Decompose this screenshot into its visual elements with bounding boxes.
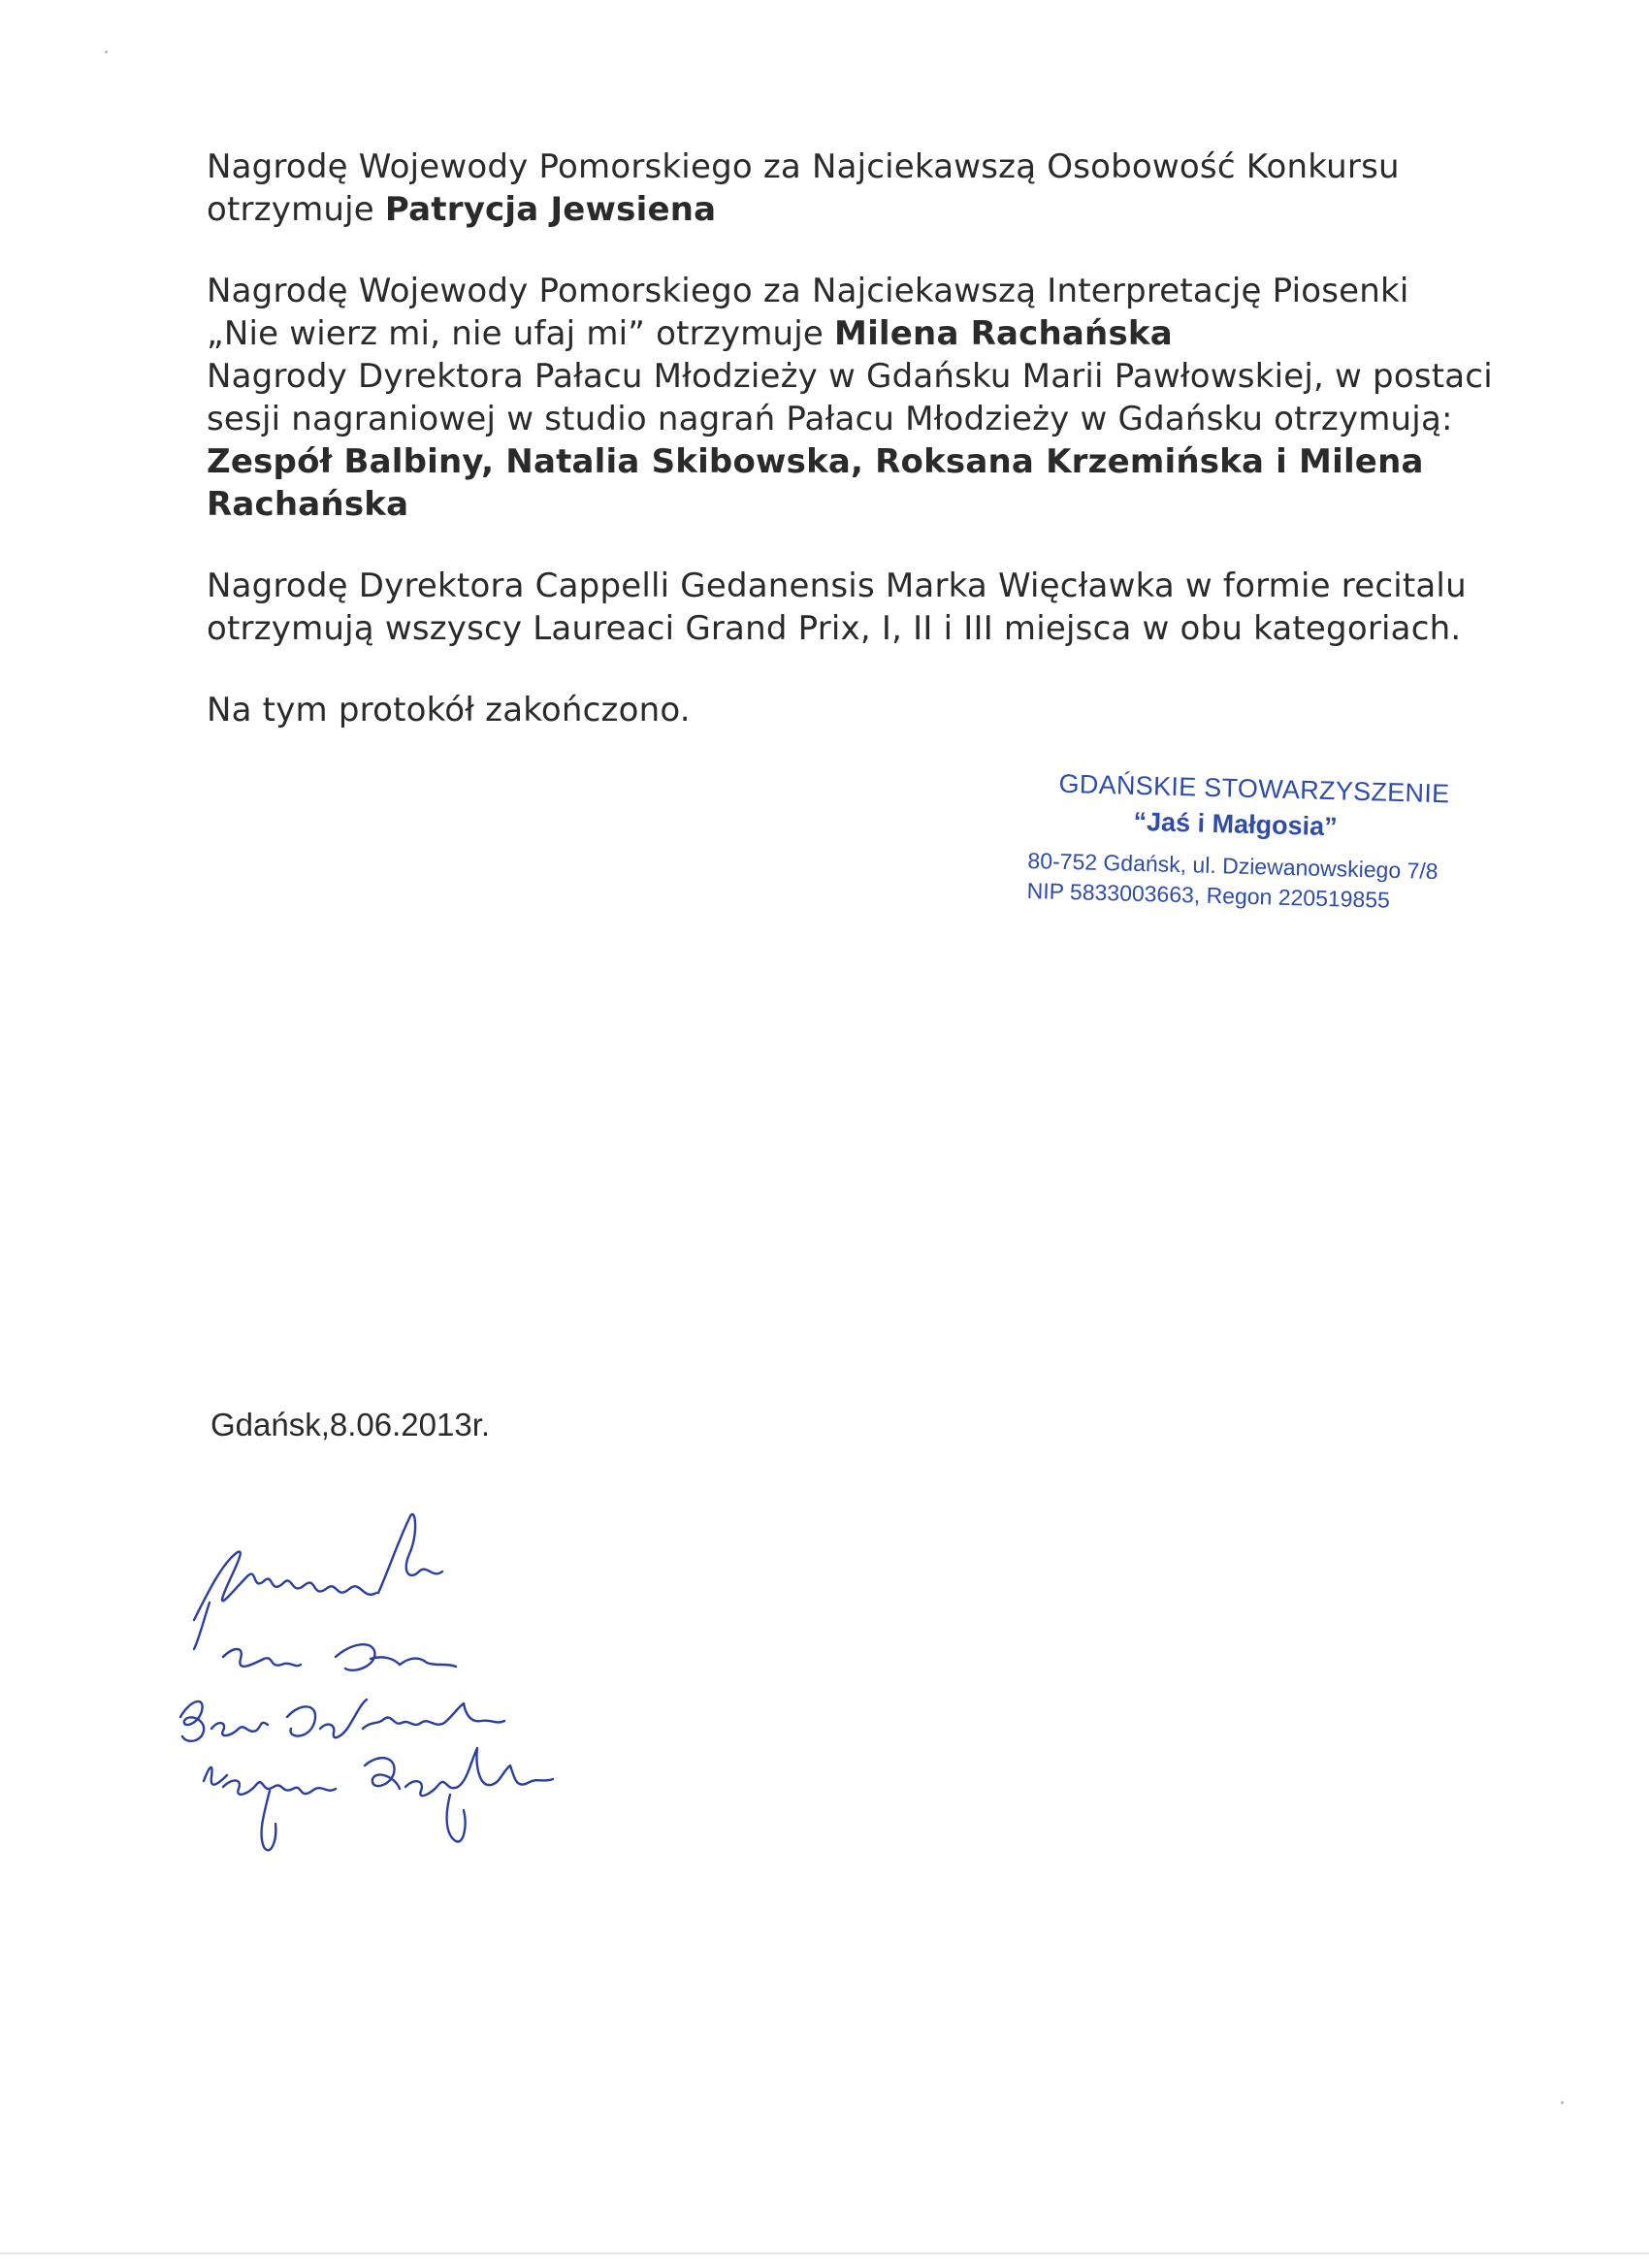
text-line: Nagrody Dyrektora Pałacu Młodzieży w Gdańsku Marii Pawłowskiej, w postaci bbox=[207, 357, 1493, 396]
organization-stamp bbox=[1026, 768, 1457, 915]
winner-name: Milena Rachańska bbox=[834, 314, 1173, 353]
text-line: sesji nagraniowej w studio nagrań Pałacu Młodzieży w Gdańsku otrzymują: bbox=[207, 400, 1453, 438]
text-line: Na tym protokół zakończono. bbox=[207, 691, 691, 729]
text-line: otrzymują wszyscy Laureaci Grand Prix, I, II i III miejsca w obu kategoriach. bbox=[207, 609, 1462, 648]
stamp-address: 80-752 Gdańsk, ul. Dziewanowskiego 7/8 bbox=[1027, 847, 1439, 885]
paragraph-personality-award bbox=[207, 146, 1516, 231]
signature-stroke bbox=[336, 1644, 456, 1670]
paragraph-recital-award bbox=[207, 565, 1516, 650]
handwritten-signatures bbox=[155, 1474, 660, 1863]
winner-names: Rachańska bbox=[207, 485, 409, 524]
stamp-ids: NIP 5833003663, Regon 220519855 bbox=[1026, 877, 1391, 913]
text-line: Nagrodę Wojewody Pomorskiego za Najciekawszą Interpretację Piosenki bbox=[207, 272, 1409, 310]
stamp-org-subname: “Jaś i Małgosia” bbox=[1133, 806, 1339, 842]
text-line: „Nie wierz mi, nie ufaj mi” otrzymuje bbox=[207, 314, 835, 353]
signature-stroke bbox=[262, 1791, 276, 1850]
scan-speck bbox=[1561, 2101, 1564, 2104]
signature-stroke bbox=[223, 1649, 301, 1667]
signature-stroke bbox=[194, 1552, 376, 1620]
signature-stroke bbox=[365, 1748, 553, 1796]
protocol-body bbox=[207, 146, 1516, 731]
signature-stroke bbox=[180, 1701, 204, 1741]
text-line: Nagrodę Wojewody Pomorskiego za Najciekawszą Osobowość Konkursu bbox=[207, 147, 1400, 186]
signature-stroke bbox=[211, 1723, 268, 1735]
paragraph-closing bbox=[207, 689, 1516, 731]
winner-names: Zespół Balbiny, Natalia Skibowska, Roksana Krzemińska i Milena bbox=[207, 442, 1424, 481]
text-line: otrzymuje bbox=[207, 190, 385, 229]
text-line: Nagrodę Dyrektora Cappelli Gedanensis Marka Więcławka w formie recitalu bbox=[207, 567, 1467, 605]
stamp-org-name: GDAŃSKIE STOWARZYSZENIE bbox=[1058, 768, 1450, 809]
signatures bbox=[155, 1474, 660, 1863]
scan-speck bbox=[105, 50, 108, 53]
document-date: Gdańsk,8.06.2013r. bbox=[210, 1407, 491, 1442]
winner-name: Patrycja Jewsiena bbox=[384, 190, 717, 229]
signature-stroke bbox=[447, 1795, 466, 1842]
signature-stroke bbox=[287, 1700, 504, 1737]
signature-stroke bbox=[378, 1514, 442, 1593]
paragraph-interpretation-award bbox=[207, 270, 1516, 526]
signature-stroke bbox=[194, 1603, 210, 1649]
scan-edge bbox=[0, 2252, 1649, 2254]
